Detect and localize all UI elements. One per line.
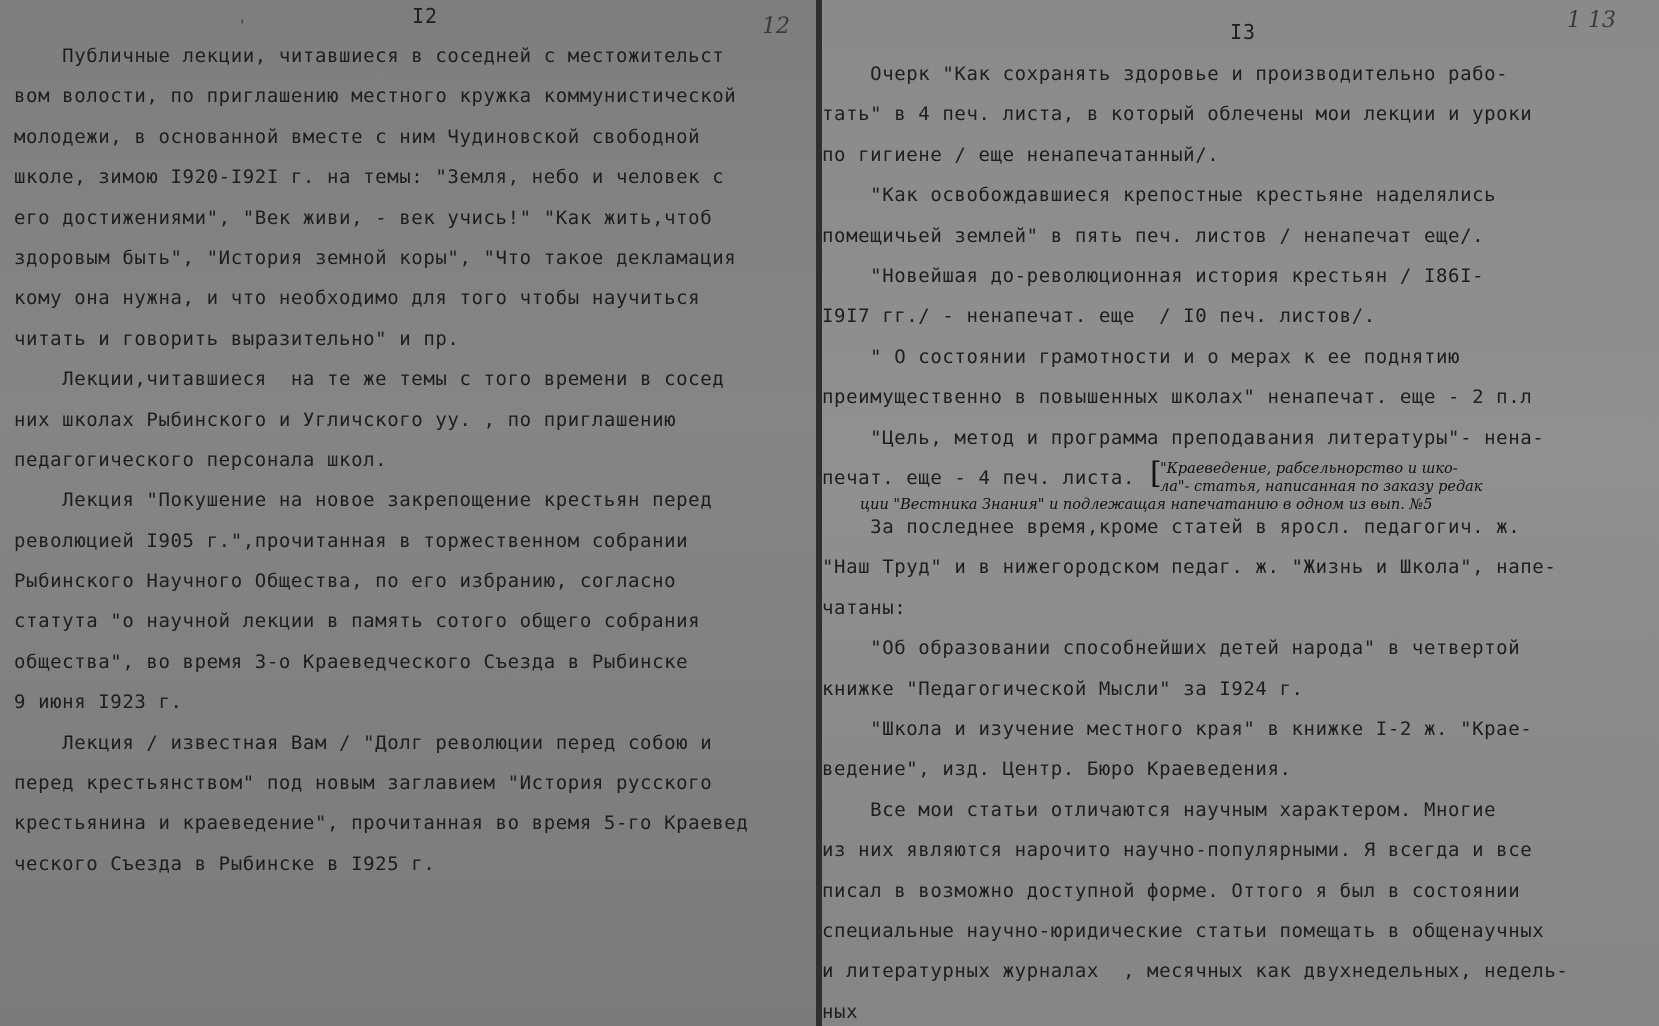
handwritten-page-number: 1 13: [1567, 8, 1616, 33]
text-line: общества", во время 3-о Краеведческого Съезда в Рыбинске: [14, 650, 689, 673]
text-line: Очерк "Как сохранять здоровье и производительно рабо-: [822, 63, 1509, 85]
text-line: ведение", изд. Центр. Бюро Краеведения.: [822, 758, 1292, 781]
text-line: За последнее время,кроме статей в яросл. педагогич. ж.: [822, 516, 1521, 538]
text-line: "Как освобождавшиеся крепостные крестьяне наделялись: [822, 184, 1497, 207]
handwritten-bracket: [: [1150, 456, 1162, 491]
text-line: ных: [822, 1000, 859, 1023]
text-line: революцией I905 г.",прочитанная в торжественном собрании: [14, 529, 689, 552]
text-line: молодежи, в основанной вместе с ним Чудиновской свободной: [14, 125, 701, 148]
text-line: его достижениями", "Век живи, - век учись!" "Как жить,чтоб: [14, 206, 713, 229]
text-line: "Об образовании способнейших детей народа" в четвертой: [822, 637, 1521, 660]
text-line: Лекция "Покушение на новое закрепощение крестьян перед: [14, 489, 713, 512]
text-line: писал в возможно доступной форме. Оттого я был в состоянии: [822, 879, 1521, 902]
text-line: читать и говорить выразительно" и пр.: [14, 327, 460, 350]
text-line: и литературных журналах , месячных как двухнедельных, недель-: [822, 960, 1569, 983]
text-line: тать" в 4 печ. листа, в который облечены мои лекции и уроки: [822, 103, 1533, 126]
text-line: по гигиене / еще ненапечатанный/.: [822, 143, 1220, 166]
left-page: I2 12 ' Публичные лекции, читавшиеся в соседней с местожительст вом волости, по приглашению местного кружка коммунистической молодежи, в основанной вместе с ним Чудиновской свободной школе, зимою I920-I92I г. на темы: "Земля, небо и человек с его достижениями", "Век живи, - век учись!" "Как жить,чтоб здоровым быть", "История земной коры", "Что такое декламация кому она нужна, и что необходимо для того чтобы научиться читать и говорить выразительно" и пр. Лекции,читавшиеся на те же темы с того времени в сосед них школах Рыбинского и Угличского уу. , по приглашению педагогического персонала школ. Лекция "Покушение на новое закрепощение крестьян перед революцией I905 г.",прочитанная в торжественном собрании Рыбинского Научного Общества, по его избранию, согласно статута "о научной лекции в память сотого общего собрания общества", во время 3-о Краеведческого Съезда в Рыбинске 9 июня I923 г. Лекция / известная Вам / "Долг революции перед собою и перед крестьянством" под новым заглавием "История русского крестьянина и краеведение", прочитанная во время 5-го Краевед ческого Съезда в Рыбинске в I925 г.: [0, 0, 818, 1026]
text-line: ческого Съезда в Рыбинске в I925 г.: [14, 852, 436, 875]
text-line: школе, зимою I920-I92I г. на темы: "Земля, небо и человек с: [14, 166, 725, 189]
page-number: I2: [412, 4, 439, 28]
handwritten-page-number: 12: [762, 14, 790, 39]
text-line: Все мои статьи отличаются научным характером. Многие: [822, 798, 1497, 821]
text-line: "Наш Труд" и в нижегородском педаг. ж. "Жизнь и Школа", напе-: [822, 556, 1557, 579]
text-line: специальные научно-юридические статьи помещать в общенаучных: [822, 919, 1545, 942]
text-line: крестьянина и краеведение", прочитанная во время 5-го Краевед: [14, 812, 749, 835]
text-line: преимущественно в повышенных школах" ненапечат. еще - 2 п.л: [822, 386, 1533, 409]
text-line: печат. еще - 4 печ. листа.: [822, 466, 1136, 489]
text-line: Публичные лекции, читавшиеся в соседней с местожительст: [14, 45, 725, 67]
page-number: I3: [1230, 20, 1257, 44]
text-line: " О состоянии грамотности и о мерах к ее поднятию: [822, 345, 1461, 368]
text-line: "Новейшая до-революционная история крестьян / I86I-: [822, 264, 1485, 287]
right-page: [822, 0, 1659, 1026]
handwritten-line: "Краеведение, рабсельнорство и шко-: [1160, 461, 1458, 477]
text-line: статута "о научной лекции в память сотого общего собрания: [14, 610, 701, 633]
text-line: 9 июня I923 г.: [14, 691, 183, 714]
text-line: здоровым быть", "История земной коры", "Что такое декламация: [14, 246, 737, 269]
text-line: помещичьей землей" в пять печ. листов / ненапечат еще/.: [822, 224, 1485, 247]
text-line: I9I7 гг./ - ненапечат. еще / I0 печ. листов/.: [822, 305, 1376, 328]
text-line: книжке "Педагогической Мысли" за I924 г.: [822, 677, 1304, 700]
text-line: Рыбинского Научного Общества, по его избранию, согласно: [14, 570, 677, 593]
text-line: перед крестьянством" под новым заглавием "История русского: [14, 772, 713, 795]
handwritten-line: ла"- статья, написанная по заказу редак: [1160, 479, 1483, 495]
text-line: чатаны:: [822, 596, 907, 619]
text-line: Лекция / известная Вам / "Долг революции перед собою и: [14, 731, 713, 754]
text-line: "Цель, метод и программа преподавания литературы"- нена-: [822, 426, 1545, 449]
text-line: педагогического персонала школ.: [14, 448, 388, 471]
text-line: из них являются нарочито научно-популярными. Я всегда и все: [822, 839, 1533, 862]
text-line: Лекции,читавшиеся на те же темы с того времени в сосед: [14, 368, 725, 391]
text-line: кому она нужна, и что необходимо для того чтобы научиться: [14, 287, 701, 310]
right-page-text-bottom: [822, 507, 1568, 1026]
handwritten-line: ции "Вестника Знания" и подлежащая напечатанию в одном из вып. №5: [860, 497, 1433, 513]
text-line: "Школа и изучение местного края" в книжке I-2 ж. "Крае-: [822, 717, 1533, 740]
text-line: них школах Рыбинского и Угличского уу. , по приглашению: [14, 408, 677, 431]
text-line: вом волости, по приглашению местного кружка коммунистической: [14, 85, 737, 108]
right-page-text-top: [822, 54, 1544, 498]
left-page-text: [14, 36, 748, 884]
